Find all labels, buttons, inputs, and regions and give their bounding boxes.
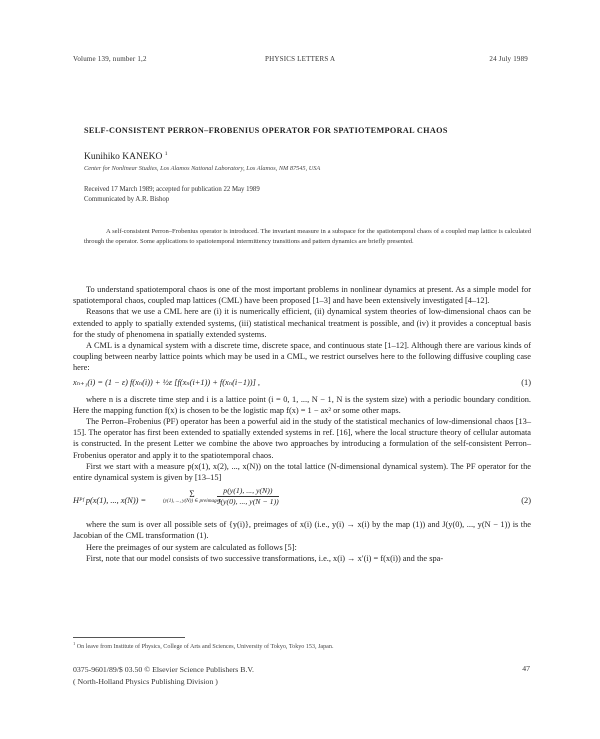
publisher-division: ( North-Holland Physics Publishing Division ) (73, 676, 218, 686)
footnote-mark: 1 (73, 641, 76, 646)
paragraph-6: First we start with a measure p(x(1), x(2), ..., x(N)) on the total lattice (N-dimensional dynamical system). The PF operator for the entire dynamical system is given by [13–15] (73, 461, 531, 483)
paragraph-9: First, note that our model consists of two successive transformations, i.e., x(i) → x′(i) = f(x(i)) and the spa- (86, 553, 444, 563)
body-text (73, 284, 531, 564)
paragraph-4: where n is a discrete time step and i is a lattice point (i = 0, 1, ..., N − 1, N is the system size) with a periodic boundary condition. Here the mapping function f(x) is chosen to be the logistic map f(x) = 1 − ax² or some other maps. (73, 394, 531, 415)
paper-title: SELF-CONSISTENT PERRON–FROBENIUS OPERATOR FOR SPATIOTEMPORAL CHAOS (84, 126, 448, 135)
equation-2-number: (2) (521, 496, 531, 506)
footnote-divider (73, 637, 185, 638)
received-info (84, 185, 260, 205)
equation-2-sum (163, 489, 221, 504)
author-footnote-mark: 1 (164, 151, 168, 157)
sum-subscript: (y(1), ..., y(N)) ∈ preimages (163, 498, 221, 505)
copyright-line: 0375-9601/89/$ 03.50 © Elsevier Science Publishers B.V. (73, 665, 254, 674)
author-affiliation: Center for Nonlinear Studies, Los Alamos National Laboratory, Los Alamos, NM 87545, USA (84, 165, 321, 172)
page-number: 47 (522, 664, 530, 673)
footnote (73, 641, 531, 650)
paragraph-5: The Perron–Frobenius (PF) operator has been a powerful aid in the study of the statistical mechanics of low-dimensional chaos [13–15]. The operator has first been extended to spatially extended systems in ref. [16], where the local structure theory of cellular automata is constructed. In the present Letter we combine the above two approaches by introducing a formulation of the self-consistent Perron–Frobenius operator and apply it to the spatiotemporal chaos. (73, 417, 531, 460)
volume-info: Volume 139, number 1,2 (73, 55, 147, 63)
equation-1-expression: xₙ₊₁(i) = (1 − ε) f(xₙ(i)) + ½ε [f(xₙ(i+1)) + f(xₙ(i−1))] , (73, 377, 260, 387)
journal-name: PHYSICS LETTERS A (265, 55, 336, 63)
author (84, 151, 168, 162)
fraction-numerator: p(y(1), ..., y(N)) (217, 486, 279, 497)
equation-2-lhs: Hᴾᶠ p(x(1), ..., x(N)) = (73, 496, 147, 506)
paragraph-3: A CML is a dynamical system with a discrete time, discrete space, and continuous state [1–12]. Although there are various kinds of coupling between nearby lattice points which may be used in a CML, we restrict ourselves here to the following diffusive coupling case here: (73, 341, 531, 373)
received-dates: Received 17 March 1989; accepted for publication 22 May 1989 (84, 186, 260, 193)
equation-1 (73, 377, 531, 391)
abstract: A self-consistent Perron–Frobenius operator is introduced. The invariant measure in a subspace for the spatiotemporal chaos of a coupled map lattice is calculated through the operator. Some applications to spatiotemporal intermittency transitions and pattern dynamics are briefly presented. (84, 228, 531, 246)
paragraph-1: To understand spatiotemporal chaos is one of the most important problems in nonlinear dynamics at present. As a simple model for spatiotemporal chaos, coupled map lattices (CML) have been proposed [1–3] and have been extensively investigated [4–12]. (73, 285, 531, 306)
fraction-denominator: J(y(0), ..., y(N − 1)) (217, 497, 279, 507)
publisher-info (73, 664, 254, 687)
author-name: Kunihiko KANEKO (84, 152, 163, 163)
paragraph-7: where the sum is over all possible sets of {y(i)}, preimages of x(i) (i.e., y(i) → x(i) by the map (1)) and J(y(0), ..., y(N − 1)) is the Jacobian of the CML transformation (1). (73, 520, 531, 541)
sum-symbol: Σ (189, 489, 195, 500)
issue-date: 24 July 1989 (489, 55, 528, 63)
equation-2-fraction (217, 486, 279, 507)
equation-2 (73, 486, 531, 516)
communicated-by: Communicated by A.R. Bishop (84, 196, 170, 203)
paragraph-8: Here the preimages of our system are calculated as follows [5]: (86, 542, 297, 552)
footnote-text: On leave from Institute of Physics, College of Arts and Sciences, University of Tokyo, Tokyo 153, Japan. (76, 644, 334, 651)
paragraph-2: Reasons that we use a CML here are (i) it is numerically efficient, (ii) dynamical system theories of low-dimensional chaos can be extended to apply to spatially extended systems, (iii) statistical mechanical treatment is possible, and (iv) it provides a conceptual basis for the study of phenomena in spatially extended systems. (73, 307, 531, 339)
equation-1-number: (1) (521, 377, 531, 387)
